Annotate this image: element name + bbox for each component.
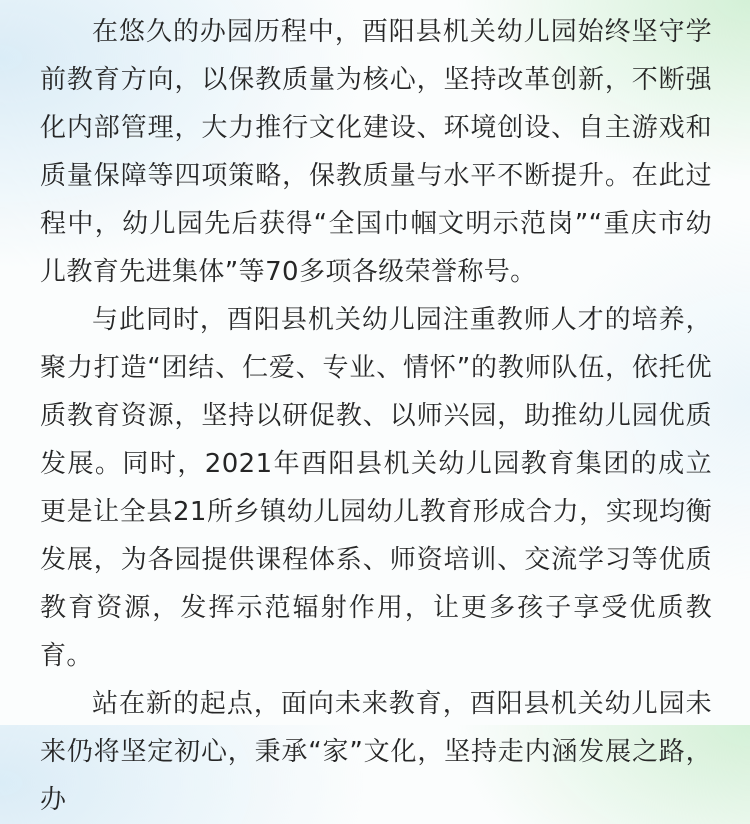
paragraph-2: 与此同时，酉阳县机关幼儿园注重教师人才的培养，聚力打造“团结、仁爱、专业、情怀”的教师队伍，依托优质教育资源，坚持以研促教、以师兴园，助推幼儿园优质发展。同时，2021年酉阳县机关幼儿园教育集团的成立更是让全县21所乡镇幼儿园幼儿教育形成合力，实现均衡发展，为各园提供课程体系、师资培训、交流学习等优质教育资源，发挥示范辐射作用，让更多孩子享受优质教育。 [40, 305, 712, 671]
paragraph-1: 在悠久的办园历程中，酉阳县机关幼儿园始终坚守学前教育方向，以保教质量为核心，坚持改革创新，不断强化内部管理，大力推行文化建设、环境创设、自主游戏和质量保障等四项策略，保教质量与水平不断提升。在此过程中，幼儿园先后获得“全国巾帼文明示范岗”“重庆市幼儿教育先进集体”等70多项各级荣誉称号。 [40, 17, 712, 287]
article-body [40, 8, 712, 824]
paragraph-3: 站在新的起点，面向未来教育，酉阳县机关幼儿园未来仍将坚定初心，秉承“家”文化，坚持走内涵发展之路，办 [40, 689, 712, 815]
